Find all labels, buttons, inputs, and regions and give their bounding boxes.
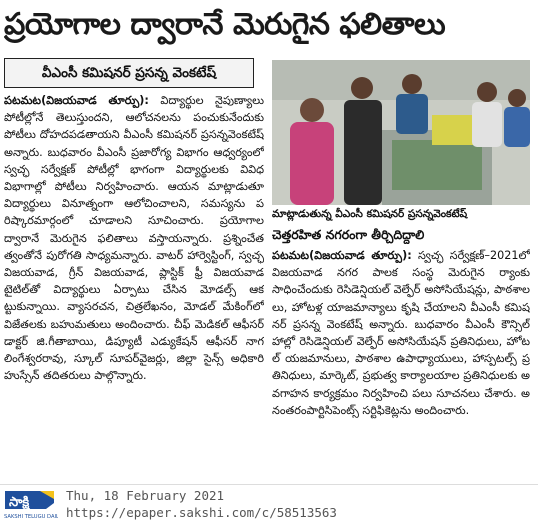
left-body-text: విద్యార్థుల నైపుణ్యాలు పోటీల్లోనే తెలుస్తుందని, ఆలోచనలను పంచుకునేందుకు పోటీలు దోహదపడతాయని వీఎంసీ కమిషనర్ ప్రసన్నవెంకటేష్ అన్నారు. బుధవారం వీఎంసీ ప్రజారోగ్య విభాగం ఆధ్వర్యంలో స్వచ్ఛ సర్వేక్షణ్ పోటీల్లో భాగంగా విద్యార్థులకు వివిధ విభాగాల్లో పోటీలు నిర్వహించారు. ఆయన మాట్లాడుతూ విద్యార్థులు వినూత్నంగా ఆలోచించాలని, సమస్యను పరిష్కారమార్గంలో చూడాలని సూచించారు. ప్రయోగాల ద్వారానే మెరుగైన ఫలితాలు వస్తాయన్నారు. ప్రశ్నించేతత్వంతోనే పురోగతి సాధ్యమన్నారు. వాటర్ హార్వెస్టింగ్, స్వచ్ఛ విజయవాడ, గ్రీన్ విజయవాడ, ప్లాస్టిక్ ఫ్రీ విజయవాడ టైటిల్‌తో విద్యార్థులు ఏర్పాటు చేసిన మోడల్స్ ఆకట్టుకున్నాయి. వ్యాసరచన, చిత్రలేఖనం, మోడల్ మేకింగ్‌లో విజేతలకు బహుమతులు అందించారు. చీఫ్ మెడికల్ ఆఫీసర్ డాక్టర్ జి.గీతాబాయి, డిప్యూటీ ఎడ్యుకేషన్ ఆఫీసర్ నాగలింగేశ్వరరావు, స్కూల్ సూపర్‌వైజర్లు, జిల్లా సైన్స్ అధికారి హుస్సేన్ తదితరులు పాల్గొన్నారు. — [4, 94, 264, 383]
article-headline: ప్రయోగాల ద్వారానే మెరుగైన ఫలితాలు — [4, 7, 446, 42]
article-photo — [272, 60, 530, 205]
sakshi-logo-icon — [2, 487, 58, 521]
epaper-url[interactable]: https://epaper.sakshi.com/c/58513563 — [66, 505, 337, 520]
edition-date: Thu, 18 February 2021 — [66, 488, 225, 503]
sakshi-logo — [2, 487, 58, 521]
footer-text — [66, 487, 337, 521]
svg-text:సాక్షి: సాక్షి — [9, 495, 30, 510]
footer-divider — [0, 484, 538, 485]
photo-illustration — [272, 60, 530, 205]
right-place-tag: పటమట(విజయవాడ తూర్పు): — [272, 249, 412, 262]
photo-caption: మాట్లాడుతున్న వీఎంసీ కమిషనర్ ప్రసన్నవెంకటేష్ — [272, 206, 530, 222]
article-byline: వీఎంసీ కమిషనర్ ప్రసన్న వెంకటేష్ — [4, 58, 254, 88]
right-body-text: స్వచ్ఛ సర్వేక్షణ్–2021లో విజయవాడ నగర పాలక సంస్థ మెరుగైన ర్యాంకు సాధించేందుకు రెసిడెన్షియల్ వెల్ఫేర్ అసోసియేషన్లు, పాఠశాలలు, హోటళ్ల యాజమాన్యాలు కృషి చేయాలని వీఎంసీ కమిషనర్ ప్రసన్న వెంకటేష్ అన్నారు. బుధవారం వీఎంసీ కౌన్సిల్ హాల్లో రెసిడెన్షియల్ వెల్ఫేర్ అసోసియేషన్ ప్రతినిధులు, హోటల్ యజమానులు, పాఠశాల ఉపాధ్యాయులు, హాస్పటల్స్ ప్రతినిధులు, మార్కెట్, ప్రభుత్వ కార్యాలయాల ప్రతినిధులకు అవగాహన కార్యక్రమం నిర్వహించి పలు సూచనలు చేశారు. అనంతరంపార్టిసిపెంట్స్ సర్టిఫికెట్లను అందించారు. — [272, 249, 530, 417]
svg-text:SAKSHI TELUGU DAILY: SAKSHI TELUGU DAILY — [4, 514, 58, 520]
left-place-tag: పటమట(విజయవాడ తూర్పు): — [4, 94, 149, 107]
left-column-body — [4, 92, 264, 484]
right-column-body — [272, 247, 530, 484]
subheadline: చెత్తరహిత నగరంగా తీర్చిదిద్దాలి — [272, 227, 425, 242]
